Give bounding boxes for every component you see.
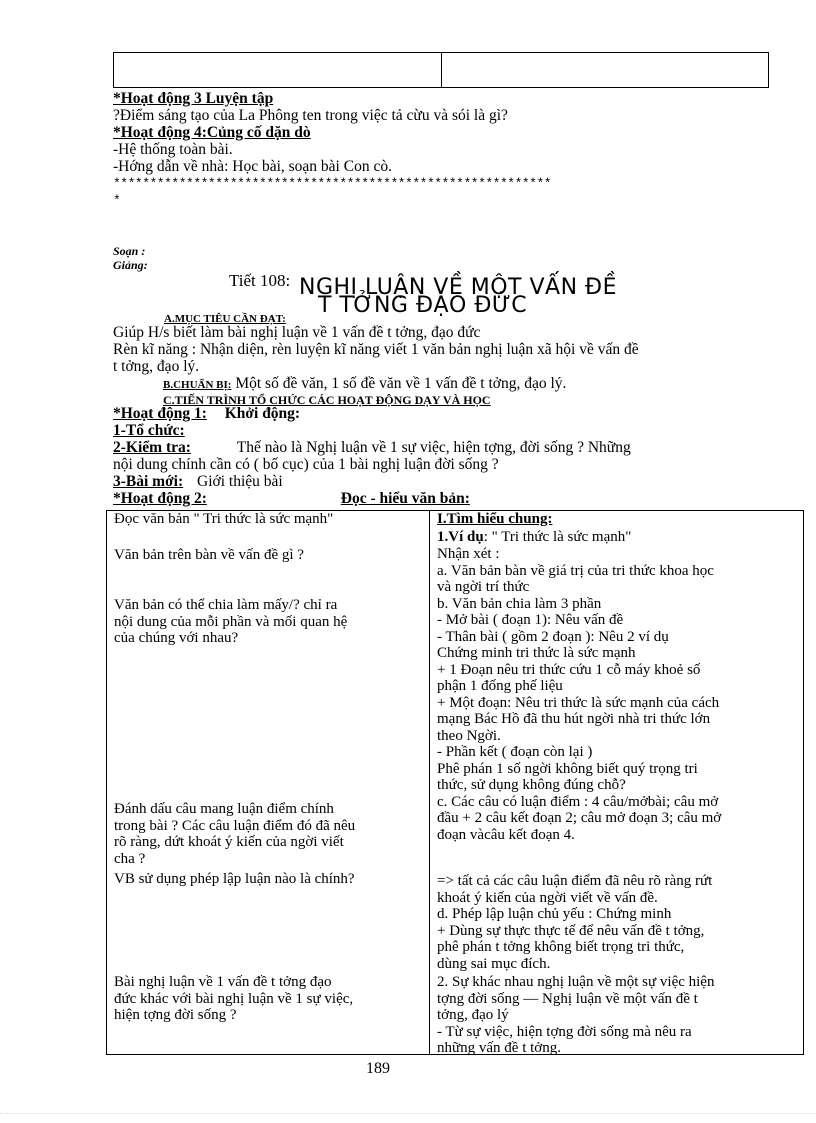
answer-line: - Phần kết ( đoạn còn lại ) <box>437 744 593 760</box>
soan-label: Soạn : <box>113 244 146 258</box>
check-text-cont: nội dung chính cần có ( bố cục) của 1 bài nghị luận đời sống ? <box>113 456 499 473</box>
teacher-question-3 <box>114 597 424 647</box>
answer-line: dùng sai mục đích. <box>437 955 551 972</box>
teacher-question-6 <box>114 974 424 1024</box>
activity2-title: Đọc - hiểu văn bản: <box>340 490 470 507</box>
section-b <box>163 375 566 394</box>
objective-line: Giúp H/s biết làm bài nghị luận về 1 vấn đề t tởng, đạo đức <box>113 324 481 341</box>
section-c-heading: C.TIẾN TRÌNH TỔ CHỨC CÁC HOẠT ĐỘNG DẠY VÀ HỌC <box>163 393 491 407</box>
q6-line: Bài nghị luận về 1 vấn đề t tởng đạo <box>114 974 332 990</box>
answer-line: => tất cả các câu luận điểm đã nêu rõ ràng rứt <box>437 873 713 889</box>
answer-line: + Một đoạn: Nêu tri thức là sức mạnh của cách <box>437 694 720 711</box>
answer-line: phận 1 đống phế liệu <box>437 678 563 694</box>
answer-line: khoát ý kiến của ngời viết về vấn đề. <box>437 889 658 906</box>
lesson-number: Tiết 108: <box>229 271 291 290</box>
table-column-divider <box>429 511 430 1054</box>
teacher-question-2: Văn bản trên bàn về vấn đề gì ? <box>114 547 304 563</box>
answer-line: phê phán t tởng không biết trọng tri thức, <box>437 939 685 955</box>
answer-line: đoạn vàcâu kết đoạn 4. <box>437 826 575 843</box>
answer-line: d. Phép lập luận chủ yếu : Chứng minh <box>437 906 672 922</box>
activity1-row <box>113 405 300 422</box>
answer-line: tợng đời sống — Nghị luận về một vấn đề t <box>437 990 698 1007</box>
answer-line: và ngời trí thức <box>437 579 530 595</box>
answer-line: Phê phán 1 số ngời không biết quý trọng tri <box>437 760 698 777</box>
answer-line: Nhận xét : <box>437 546 500 562</box>
homework-line: -Hớng dẫn về nhà: Học bài, soạn bài Con cò. <box>113 158 392 175</box>
q3-line: nội dung của mỗi phần và mối quan hệ <box>114 613 348 630</box>
teacher-question-1: Đọc văn bản " Tri thức là sức mạnh" <box>114 511 334 527</box>
answer-line: b. Văn bản chia làm 3 phần <box>437 595 602 612</box>
activity3-heading: *Hoạt động 3 Luyện tập <box>113 90 274 107</box>
answer-line: a. Văn bản bàn về giá trị của tri thức khoa học <box>437 562 714 579</box>
section-a-heading: A.MỤC TIÊU CẦN ĐẠT: <box>164 313 286 325</box>
teacher-question-5: VB sử dụng phép lập luận nào là chính? <box>114 871 355 887</box>
check-row <box>113 439 631 456</box>
skill-line-cont: t tởng, đạo lý. <box>113 358 200 375</box>
answer-line: những vấn đề t tởng. <box>437 1040 561 1056</box>
page-number: 189 <box>366 1060 390 1077</box>
answer-block-3 <box>437 974 802 1057</box>
example-text: : " Tri thức là sức mạnh" <box>483 529 632 545</box>
activity4-heading: *Hoạt động 4:Củng cố dặn dò <box>113 124 311 141</box>
answer-line: Chứng minh tri thức là sức mạnh <box>437 645 636 661</box>
answer-line: - Thân bài ( gồm 2 đoạn ): Nêu 2 ví dụ <box>437 628 669 645</box>
q3-line: Văn bản có thể chia làm mấy/? chỉ ra <box>114 597 338 613</box>
answer-line: đầu + 2 câu kết đoạn 2; câu mở đoạn 3; câu mở <box>437 810 722 826</box>
q4-line: trong bài ? Các câu luận điểm đó đã nêu <box>114 817 356 834</box>
example-line <box>437 529 802 546</box>
new-lesson-text: Giới thiệu bài <box>197 473 283 490</box>
q4-line: rõ ràng, dứt khoát ý kiến của ngời viết <box>114 834 344 850</box>
answer-line: 2. Sự khác nhau nghị luận về một sự việc hiện <box>437 974 715 990</box>
answer-line: tởng, đạo lý <box>437 1007 509 1023</box>
answer-block-2 <box>437 873 802 972</box>
answer-line: theo Ngời. <box>437 727 501 744</box>
teacher-question-4 <box>114 801 424 867</box>
answer-line: mạng Bác Hồ đã thu hút ngời nhà tri thức lớn <box>437 711 711 727</box>
activity2-label: *Hoạt động 2: <box>113 490 207 507</box>
activity2-row <box>113 490 470 507</box>
q6-line: đức khác với bài nghị luận về 1 sự việc, <box>114 990 354 1007</box>
example-label: 1.Ví dụ <box>437 529 484 545</box>
answer-block-1 <box>437 546 802 843</box>
q4-line: cha ? <box>114 850 146 867</box>
answer-line: - Mở bài ( đoạn 1): Nêu vấn đề <box>437 612 624 628</box>
section-b-heading: B.CHUẨN BỊ: <box>163 379 232 391</box>
new-lesson-label: 3-Bài mới: <box>113 473 184 490</box>
answer-line: + 1 Đoạn nêu tri thức cứu 1 cỗ máy khoẻ số <box>437 661 701 678</box>
giang-label: Giảng: <box>113 258 148 272</box>
activity1-title: Khởi động: <box>224 405 301 422</box>
q6-line: hiện tợng đời sống ? <box>114 1007 237 1023</box>
q4-line: Đánh dấu câu mang luận điểm chính <box>114 801 334 817</box>
new-lesson-row <box>113 473 283 490</box>
table-divider <box>441 53 442 87</box>
activity3-question: ?Điểm sáng tạo của La Phông ten trong việc tả cừu và sói là gì? <box>113 107 508 124</box>
section-b-text: Một số đề văn, 1 số đề văn về 1 vấn đề t tởng, đạo lý. <box>231 375 567 392</box>
answer-line: c. Các câu có luận điểm : 4 câu/mởbài; câu mở <box>437 793 719 810</box>
lesson-title-line2: T TỞNG ĐẠO ĐỨC <box>318 293 528 318</box>
star-divider: ************************************************************ <box>113 176 552 191</box>
answer-line: - Từ sự việc, hiện tợng đời sống mà nêu ra <box>437 1023 692 1040</box>
organization-heading: 1-Tổ chức: <box>113 422 185 439</box>
right-heading: I.Tìm hiểu chung: <box>437 511 553 527</box>
lesson-title-line1: NGHỊ LUẬN VỀ MỘT VẤN ĐỀ <box>299 275 617 300</box>
answer-line: thức, sử dụng không đúng chỗ? <box>437 777 626 793</box>
recap-line: -Hệ thống toàn bài. <box>113 141 233 158</box>
top-empty-table <box>113 52 769 88</box>
answer-line: + Dùng sự thực thực tế để nêu vấn đề t tởng, <box>437 922 705 939</box>
skill-line: Rèn kĩ năng : Nhận diện, rèn luyện kĩ năng viết 1 văn bản nghị luận xã hội về vấn đề <box>113 341 639 358</box>
check-label: 2-Kiểm tra: <box>113 439 191 456</box>
activity1-label: *Hoạt động 1: <box>113 405 207 422</box>
star-divider-end: * <box>113 193 121 208</box>
check-text: Thế nào là Nghị luận về 1 sự việc, hiện tợng, đời sống ? Những <box>236 439 631 456</box>
q3-line: của chúng với nhau? <box>114 630 239 646</box>
lesson-table <box>106 510 804 1055</box>
page-bottom-edge <box>0 1113 816 1114</box>
